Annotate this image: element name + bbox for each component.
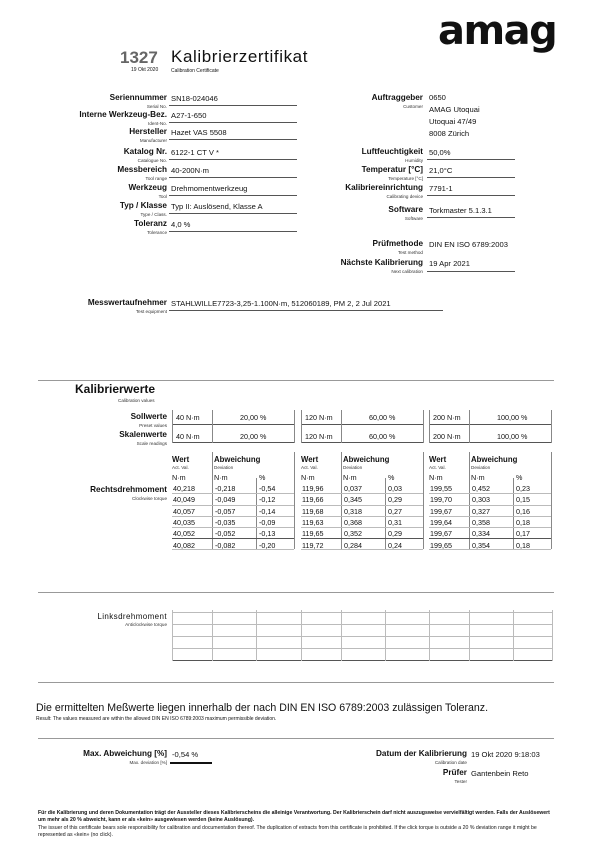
mean-percent: 0,24 <box>388 541 402 550</box>
scale-percent: 100,00 % <box>497 432 528 441</box>
deviation-value: -0,218 <box>215 484 236 493</box>
rule-line <box>429 493 551 494</box>
field-value: A27-1-650 <box>171 111 207 120</box>
column-deviation-header: Abweichung <box>471 455 518 464</box>
max-deviation-label: Max. Abweichung [%] <box>83 749 167 758</box>
column-unit: N·m <box>214 473 228 482</box>
column-percent: % <box>388 473 395 482</box>
deviation-percent: 0,16 <box>516 507 530 516</box>
rule-line <box>172 516 294 517</box>
preset-value: 200 N·m <box>433 413 461 422</box>
rule-line <box>423 452 424 549</box>
field-sub: Type / Class. <box>140 212 167 217</box>
measured-value: 199,67 <box>430 507 452 516</box>
mean-deviation: 0,354 <box>472 541 490 550</box>
field-value: Drehmomentwerkzeug <box>171 184 248 193</box>
deviation-percent: 0,18 <box>516 518 530 527</box>
rule-line <box>172 505 294 506</box>
field-value: 50,0% <box>429 148 451 157</box>
mean-value: 119,72 <box>302 541 324 550</box>
customer-label: Auftraggeber <box>371 93 423 102</box>
cal-date-sub: Calibration date <box>434 760 467 765</box>
measured-value: 40,057 <box>173 507 195 516</box>
cal-values-title: Kalibrierwerte <box>75 382 156 396</box>
column-deviation-header: Abweichung <box>214 455 261 464</box>
field-label: Luftfeuchtigkeit <box>361 147 423 156</box>
deviation-percent: -0,14 <box>259 507 276 516</box>
tester-label: Prüfer <box>442 768 467 777</box>
rule-line <box>427 177 515 178</box>
measured-value: 119,96 <box>302 484 324 493</box>
deviation-value: -0,035 <box>215 518 236 527</box>
next-calibration-value: 19 Apr 2021 <box>429 259 470 268</box>
deviation-percent: 0,03 <box>388 484 402 493</box>
column-value-header: Wert <box>301 455 319 464</box>
field-value: Torkmaster 5.1.3.1 <box>429 206 492 215</box>
rule-line <box>301 505 423 506</box>
measured-value: 40,218 <box>173 484 195 493</box>
scale-sub: Scale readings <box>136 441 167 446</box>
deviation-value: 0,303 <box>472 495 490 504</box>
deviation-percent: -0,12 <box>259 495 276 504</box>
rule-line <box>172 636 552 637</box>
rule-line <box>423 410 424 443</box>
measured-value: 199,67 <box>430 529 452 538</box>
field-sub: Tolerance <box>147 230 167 235</box>
rule-line <box>469 610 470 661</box>
deviation-value: -0,052 <box>215 529 236 538</box>
preset-value: 40 N·m <box>176 413 200 422</box>
rule-line <box>551 410 552 443</box>
column-percent: % <box>516 473 523 482</box>
certificate-date: 19 Okt 2020 <box>131 67 159 73</box>
rule-line <box>172 549 294 550</box>
rule-line <box>301 538 423 539</box>
max-deviation-sub: Max. deviation [%] <box>129 760 167 765</box>
cal-values-sub: Calibration values <box>118 398 155 403</box>
deviation-percent: 0,29 <box>388 495 402 504</box>
rule-line <box>551 452 552 549</box>
rule-line <box>301 549 423 550</box>
column-deviation-header: Abweichung <box>343 455 390 464</box>
rule-line <box>172 527 294 528</box>
anticlockwise-sub: Anticlockwise torque <box>125 622 167 627</box>
measured-value: 119,63 <box>302 518 324 527</box>
mean-value: 40,082 <box>173 541 195 550</box>
field-value: 6122-1 CT V * <box>171 148 219 157</box>
field-value: Typ II: Auslösend, Klasse A <box>171 202 263 211</box>
column-unit: N·m <box>301 473 315 482</box>
deviation-percent: 0,17 <box>516 529 530 538</box>
rule-line <box>294 410 295 443</box>
column-deviation-sub: Deviation <box>471 465 491 470</box>
column-unit: N·m <box>343 473 357 482</box>
rule-line <box>301 527 423 528</box>
rule-line <box>301 442 423 443</box>
equipment-sub: Test equipment <box>135 309 167 314</box>
equipment-label: Messwertaufnehmer <box>87 298 167 307</box>
rule-line <box>172 624 552 625</box>
field-label: Messbereich <box>117 165 167 174</box>
page-title-sub: Calibration Certificate <box>171 68 219 74</box>
scale-percent: 60,00 % <box>369 432 396 441</box>
rule-line <box>301 516 423 517</box>
field-sub: Temperature [°C] <box>388 176 423 181</box>
rule-line <box>212 610 213 661</box>
result-sub: Result: The values measured are within the allowed DIN EN ISO 6789:2003 maximum permissible deviation. <box>36 716 277 722</box>
scale-percent: 20,00 % <box>240 432 267 441</box>
rule-line <box>341 410 342 443</box>
rule-line <box>429 538 551 539</box>
preset-sub: Preset values <box>139 423 167 428</box>
rule-line <box>172 538 294 539</box>
rule-line <box>552 610 553 661</box>
rule-line <box>341 452 342 549</box>
rule-line <box>169 213 297 214</box>
certificate-number: 1327 <box>120 48 158 67</box>
rule-line <box>172 410 173 443</box>
field-label: Seriennummer <box>109 93 167 102</box>
deviation-value: 0,352 <box>344 529 362 538</box>
rule-line <box>169 231 297 232</box>
field-sub: Humidity <box>405 158 423 163</box>
amag-logo: amag <box>438 8 557 54</box>
deviation-value: 0,318 <box>344 507 362 516</box>
measured-value: 119,68 <box>302 507 324 516</box>
deviation-value: 0,327 <box>472 507 490 516</box>
column-percent: % <box>259 473 266 482</box>
anticlockwise-label: Linksdrehmoment <box>97 612 167 621</box>
rule-line <box>294 452 295 549</box>
rule-line <box>169 159 297 160</box>
deviation-percent: 0,23 <box>516 484 530 493</box>
deviation-value: 0,358 <box>472 518 490 527</box>
customer-sub: Customer <box>403 104 423 109</box>
rule-line <box>301 424 423 425</box>
field-label: Kalibriereinrichtung <box>345 183 423 192</box>
preset-percent: 20,00 % <box>240 413 267 422</box>
field-label: Hersteller <box>129 127 167 136</box>
mean-value: 199,65 <box>430 541 452 550</box>
column-value-header: Wert <box>429 455 447 464</box>
scale-label: Skalenwerte <box>119 430 167 439</box>
rule-line <box>169 195 297 196</box>
rule-line <box>256 610 257 661</box>
mean-percent: 0,18 <box>516 541 530 550</box>
clockwise-label: Rechtsdrehmoment <box>90 485 167 494</box>
rule-line <box>172 493 294 494</box>
column-value-header: Wert <box>172 455 190 464</box>
rule-line <box>341 610 342 661</box>
field-value: SN18-024046 <box>171 94 218 103</box>
customer-line: 0650 <box>429 93 446 102</box>
scale-value: 120 N·m <box>305 432 333 441</box>
footer-disclaimer-de: Für die Kalibrierung und deren Dokumentation trägt der Aussteller dieses Kalibrierscheins die alleinige Verantwortung. Der Kalibrierschein darf nicht auszugsweise vervielfältigt werden. Falls der Auslösewert um mehr als 20 % abweicht, kann er als «kein» ausgewiesen werden (keine Auslösung). <box>38 810 550 824</box>
cal-date-value: 19 Okt 2020 9:18:03 <box>471 750 540 759</box>
column-deviation-sub: Deviation <box>343 465 363 470</box>
footer-disclaimer <box>38 810 554 839</box>
field-value: 40-200N·m <box>171 166 209 175</box>
field-sub: Tool range <box>145 176 167 181</box>
scale-value: 200 N·m <box>433 432 461 441</box>
mean-deviation: 0,284 <box>344 541 362 550</box>
next-calibration-label: Nächste Kalibrierung <box>340 258 423 267</box>
rule-line <box>301 493 423 494</box>
deviation-percent: -0,09 <box>259 518 276 527</box>
measured-value: 199,70 <box>430 495 452 504</box>
footer-disclaimer-en: The issuer of this certificate bears sole responsibility for calibration and documentation thereof. The duplication of extracts from this certificate is prohibited. If the click torque is outside a 20 % deviation range it might be represented as «kein» (no click). <box>38 824 537 838</box>
rule-line <box>429 549 551 550</box>
tester-value: Gantenbein Reto <box>471 769 529 778</box>
column-value-sub: Act. Val. <box>172 465 189 470</box>
rule-line <box>169 122 297 123</box>
deviation-percent: 0,27 <box>388 507 402 516</box>
tester-sub: Tester <box>454 779 467 784</box>
preset-percent: 100,00 % <box>497 413 528 422</box>
preset-label: Sollwerte <box>130 412 167 421</box>
rule-line <box>172 442 294 443</box>
rule-line <box>429 442 551 443</box>
deviation-percent: -0,54 <box>259 484 276 493</box>
customer-line: AMAG Utoquai <box>429 105 480 114</box>
field-sub: Software <box>404 216 423 221</box>
measured-value: 199,64 <box>430 518 452 527</box>
rule-line <box>429 516 551 517</box>
field-sub: Manufacturer <box>139 138 167 143</box>
field-sub: Serial No. <box>146 104 167 109</box>
deviation-value: 0,345 <box>344 495 362 504</box>
preset-value: 120 N·m <box>305 413 333 422</box>
deviation-percent: -0,13 <box>259 529 276 538</box>
rule-line <box>172 648 552 649</box>
measured-value: 199,55 <box>430 484 452 493</box>
rule-line <box>172 660 552 661</box>
mean-deviation: -0,082 <box>215 541 236 550</box>
result-text: Die ermittelten Meßwerte liegen innerhalb der nach DIN EN ISO 6789:2003 zulässigen Toleranz. <box>36 702 489 714</box>
equipment-value: STAHLWILLE7723-3,25-1.100N·m, 512060189, PM 2, 2 Jul 2021 <box>171 299 391 308</box>
rule-line <box>301 410 302 443</box>
field-sub: Ident-No. <box>148 121 167 126</box>
rule-line <box>427 217 515 218</box>
test-method-sub: Test method <box>397 250 423 255</box>
measured-value: 119,65 <box>302 529 324 538</box>
rule-line <box>172 612 552 613</box>
column-unit: N·m <box>172 473 186 482</box>
field-label: Werkzeug <box>128 183 167 192</box>
deviation-percent: 0,31 <box>388 518 402 527</box>
rule-line <box>169 139 297 140</box>
deviation-value: -0,057 <box>215 507 236 516</box>
rule-line <box>469 410 470 443</box>
measured-value: 40,052 <box>173 529 195 538</box>
rule-line <box>169 105 297 106</box>
clockwise-sub: Clockwise torque <box>132 496 167 501</box>
rule-line <box>212 452 213 549</box>
field-label: Toleranz <box>133 219 167 228</box>
rule-line <box>427 195 515 196</box>
column-deviation-sub: Deviation <box>214 465 234 470</box>
field-label: Typ / Klasse <box>119 201 167 210</box>
deviation-percent: 0,29 <box>388 529 402 538</box>
rule-line <box>513 610 514 661</box>
rule-line <box>212 410 213 443</box>
field-label: Temperatur [°C] <box>361 165 423 174</box>
rule-line <box>429 410 430 443</box>
customer-line: Utoquai 47/49 <box>429 117 477 126</box>
column-value-sub: Act. Val. <box>429 465 446 470</box>
field-label: Katalog Nr. <box>123 147 167 156</box>
test-method-value: DIN EN ISO 6789:2003 <box>429 240 508 249</box>
deviation-value: 0,368 <box>344 518 362 527</box>
measured-value: 40,049 <box>173 495 195 504</box>
rule-line <box>172 610 173 661</box>
cal-date-label: Datum der Kalibrierung <box>376 749 467 758</box>
test-method-label: Prüfmethode <box>372 239 423 248</box>
field-value: 7791-1 <box>429 184 453 193</box>
field-label: Software <box>388 205 423 214</box>
rule-line <box>469 452 470 549</box>
deviation-value: -0,049 <box>215 495 236 504</box>
next-calibration-sub: Next calibration <box>391 269 423 274</box>
field-value: Hazet VAS 5508 <box>171 128 227 137</box>
rule-line <box>429 610 430 661</box>
customer-line: 8008 Zürich <box>429 129 470 138</box>
measured-value: 40,035 <box>173 518 195 527</box>
field-label: Interne Werkzeug-Bez. <box>79 110 167 119</box>
measured-value: 119,66 <box>302 495 324 504</box>
deviation-value: 0,452 <box>472 484 490 493</box>
column-value-sub: Act. Val. <box>301 465 318 470</box>
column-unit: N·m <box>471 473 485 482</box>
rule-line <box>427 159 515 160</box>
page-title: Kalibrierzertifikat <box>171 47 309 66</box>
deviation-value: 0,334 <box>472 529 490 538</box>
field-sub: Catalogue No. <box>137 158 167 163</box>
rule-line <box>429 424 551 425</box>
preset-percent: 60,00 % <box>369 413 396 422</box>
rule-line <box>429 505 551 506</box>
rule-line <box>172 424 294 425</box>
rule-line <box>169 177 297 178</box>
mean-percent: -0,20 <box>259 541 276 550</box>
field-sub: Tool <box>158 194 167 199</box>
deviation-percent: 0,15 <box>516 495 530 504</box>
rule-line <box>301 610 302 661</box>
field-value: 21,0°C <box>429 166 453 175</box>
rule-line <box>429 527 551 528</box>
scale-value: 40 N·m <box>176 432 200 441</box>
field-value: 4,0 % <box>171 220 191 229</box>
max-deviation-value: -0,54 % <box>172 750 199 759</box>
deviation-value: 0,037 <box>344 484 362 493</box>
field-sub: Calibrating device <box>386 194 423 199</box>
column-unit: N·m <box>429 473 443 482</box>
rule-line <box>385 610 386 661</box>
